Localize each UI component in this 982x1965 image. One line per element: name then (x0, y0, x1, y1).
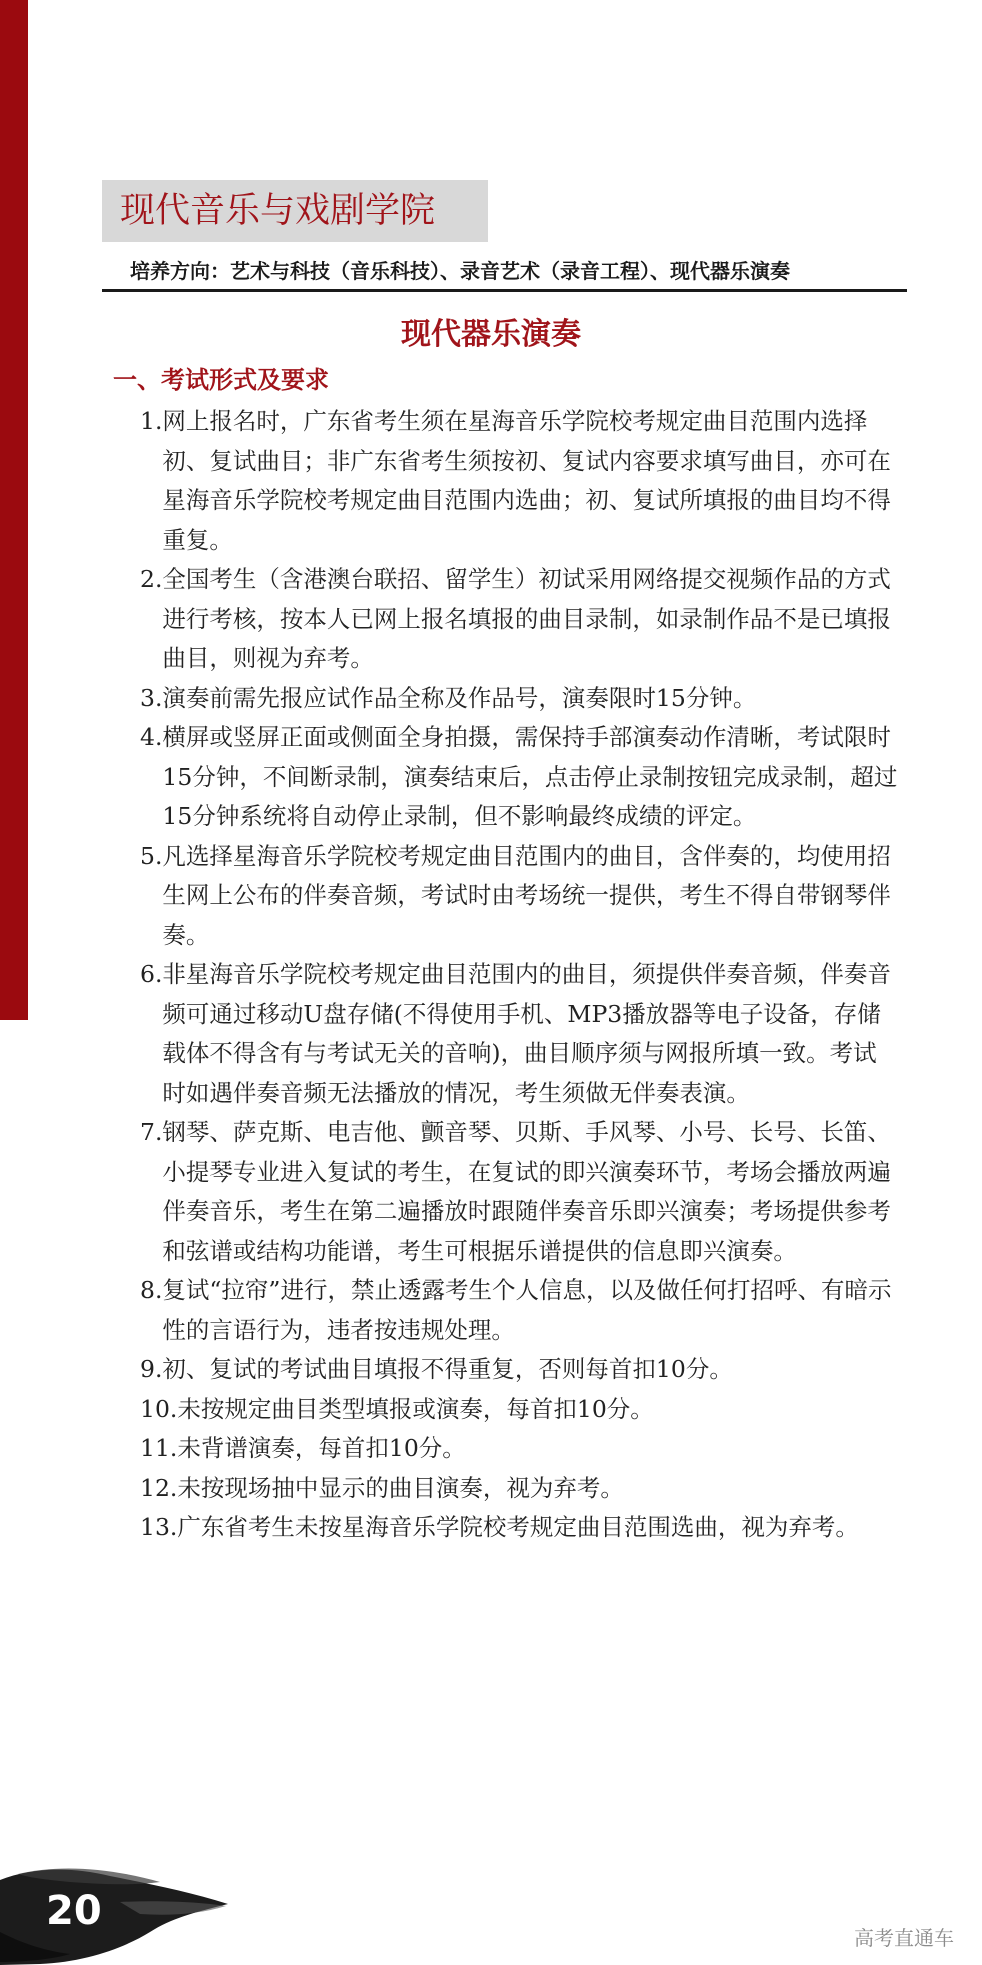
item-text: 凡选择星海音乐学院校考规定曲目范围内的曲目，含伴奏的，均使用招生网上公布的伴奏音频，考试时由考场统一提供，考生不得自带钢琴伴奏。 (162, 841, 891, 949)
list-item (140, 402, 900, 560)
item-text: 未背谱演奏，每首扣10分。 (177, 1434, 466, 1462)
list-item (140, 1469, 900, 1509)
list-item (140, 837, 900, 956)
list-item (140, 560, 900, 679)
list-item (140, 1390, 900, 1430)
item-text: 初、复试的考试曲目填报不得重复，否则每首扣10分。 (162, 1355, 733, 1383)
list-item (140, 1508, 900, 1548)
item-text: 未按规定曲目类型填报或演奏，每首扣10分。 (177, 1394, 654, 1423)
list-item (140, 679, 900, 719)
item-number: 4. (140, 723, 163, 751)
item-number: 13. (140, 1513, 178, 1541)
item-text: 演奏前需先报应试作品全称及作品号，演奏限时15分钟。 (162, 683, 757, 712)
item-text: 复试“拉帘”进行，禁止透露考生个人信息，以及做任何打招呼、有暗示性的言语行为，违者按违规处理。 (162, 1276, 892, 1344)
item-text: 未按现场抽中显示的曲目演奏，视为弃考。 (177, 1473, 624, 1502)
list-item (140, 1350, 900, 1390)
item-text: 横屏或竖屏正面或侧面全身拍摄，需保持手部演奏动作清晰，考试限时15分钟，不间断录制，演奏结束后，点击停止录制按钮完成录制，超过15分钟系统将自动停止录制，但不影响最终成绩的评定。 (162, 723, 898, 830)
item-number: 10. (140, 1394, 178, 1423)
college-title: 现代音乐与戏剧学院 (120, 191, 436, 231)
list-item (140, 1429, 900, 1469)
item-number: 12. (140, 1473, 178, 1502)
watermark-text: 高考直通车 (854, 1926, 954, 1950)
list-item (140, 1113, 900, 1271)
section-title: 现代器乐演奏 (401, 317, 581, 352)
item-text: 钢琴、萨克斯、电吉他、颤音琴、贝斯、手风琴、小号、长号、长笛、小提琴专业进入复试的考生，在复试的即兴演奏环节，考场会播放两遍伴奏音乐，考生在第二遍播放时跟随伴奏音乐即兴演奏；考场提供参考和弦谱或结构功能谱，考生可根据乐谱提供的信息即兴演奏。 (162, 1118, 891, 1265)
list-item (140, 718, 900, 837)
item-number: 8. (140, 1276, 163, 1304)
item-number: 2. (140, 565, 163, 593)
item-number: 7. (140, 1118, 163, 1146)
item-number: 9. (140, 1355, 163, 1383)
list-item (140, 1271, 900, 1350)
item-number: 11. (140, 1434, 178, 1462)
list-item (140, 955, 900, 1113)
item-number: 3. (140, 683, 163, 712)
page-number: 20 (46, 1888, 102, 1934)
training-directions: 培养方向：艺术与科技（音乐科技）、录音艺术（录音工程）、现代器乐演奏 (130, 259, 790, 283)
item-number: 5. (140, 841, 163, 870)
header-divider (102, 289, 907, 292)
item-text: 非星海音乐学院校考规定曲目范围内的曲目，须提供伴奏音频，伴奏音频可通过移动U盘存储(不得使用手机、MP3播放器等电子设备，存储载体不得含有与考试无关的音响)，曲目顺序须与网报所填一致。考试时如遇伴奏音频无法播放的情况，考生须做无伴奏表演。 (162, 960, 891, 1107)
item-text: 网上报名时，广东省考生须在星海音乐学院校考规定曲目范围内选择初、复试曲目；非广东省考生须按初、复试内容要求填写曲目，亦可在星海音乐学院校考规定曲目范围内选曲；初、复试所填报的曲目均不得重复。 (162, 407, 891, 554)
side-accent-bar (0, 0, 28, 1020)
requirements-list (140, 402, 900, 1548)
exam-requirements-heading: 一、考试形式及要求 (113, 365, 329, 394)
item-text: 全国考生（含港澳台联招、留学生）初试采用网络提交视频作品的方式进行考核，按本人已网上报名填报的曲目录制，如录制作品不是已填报曲目，则视为弃考。 (162, 565, 891, 672)
item-text: 广东省考生未按星海音乐学院校考规定曲目范围选曲，视为弃考。 (177, 1513, 859, 1541)
item-number: 6. (140, 960, 163, 988)
ink-brush-page-mark (0, 1862, 230, 1965)
item-number: 1. (140, 407, 163, 435)
